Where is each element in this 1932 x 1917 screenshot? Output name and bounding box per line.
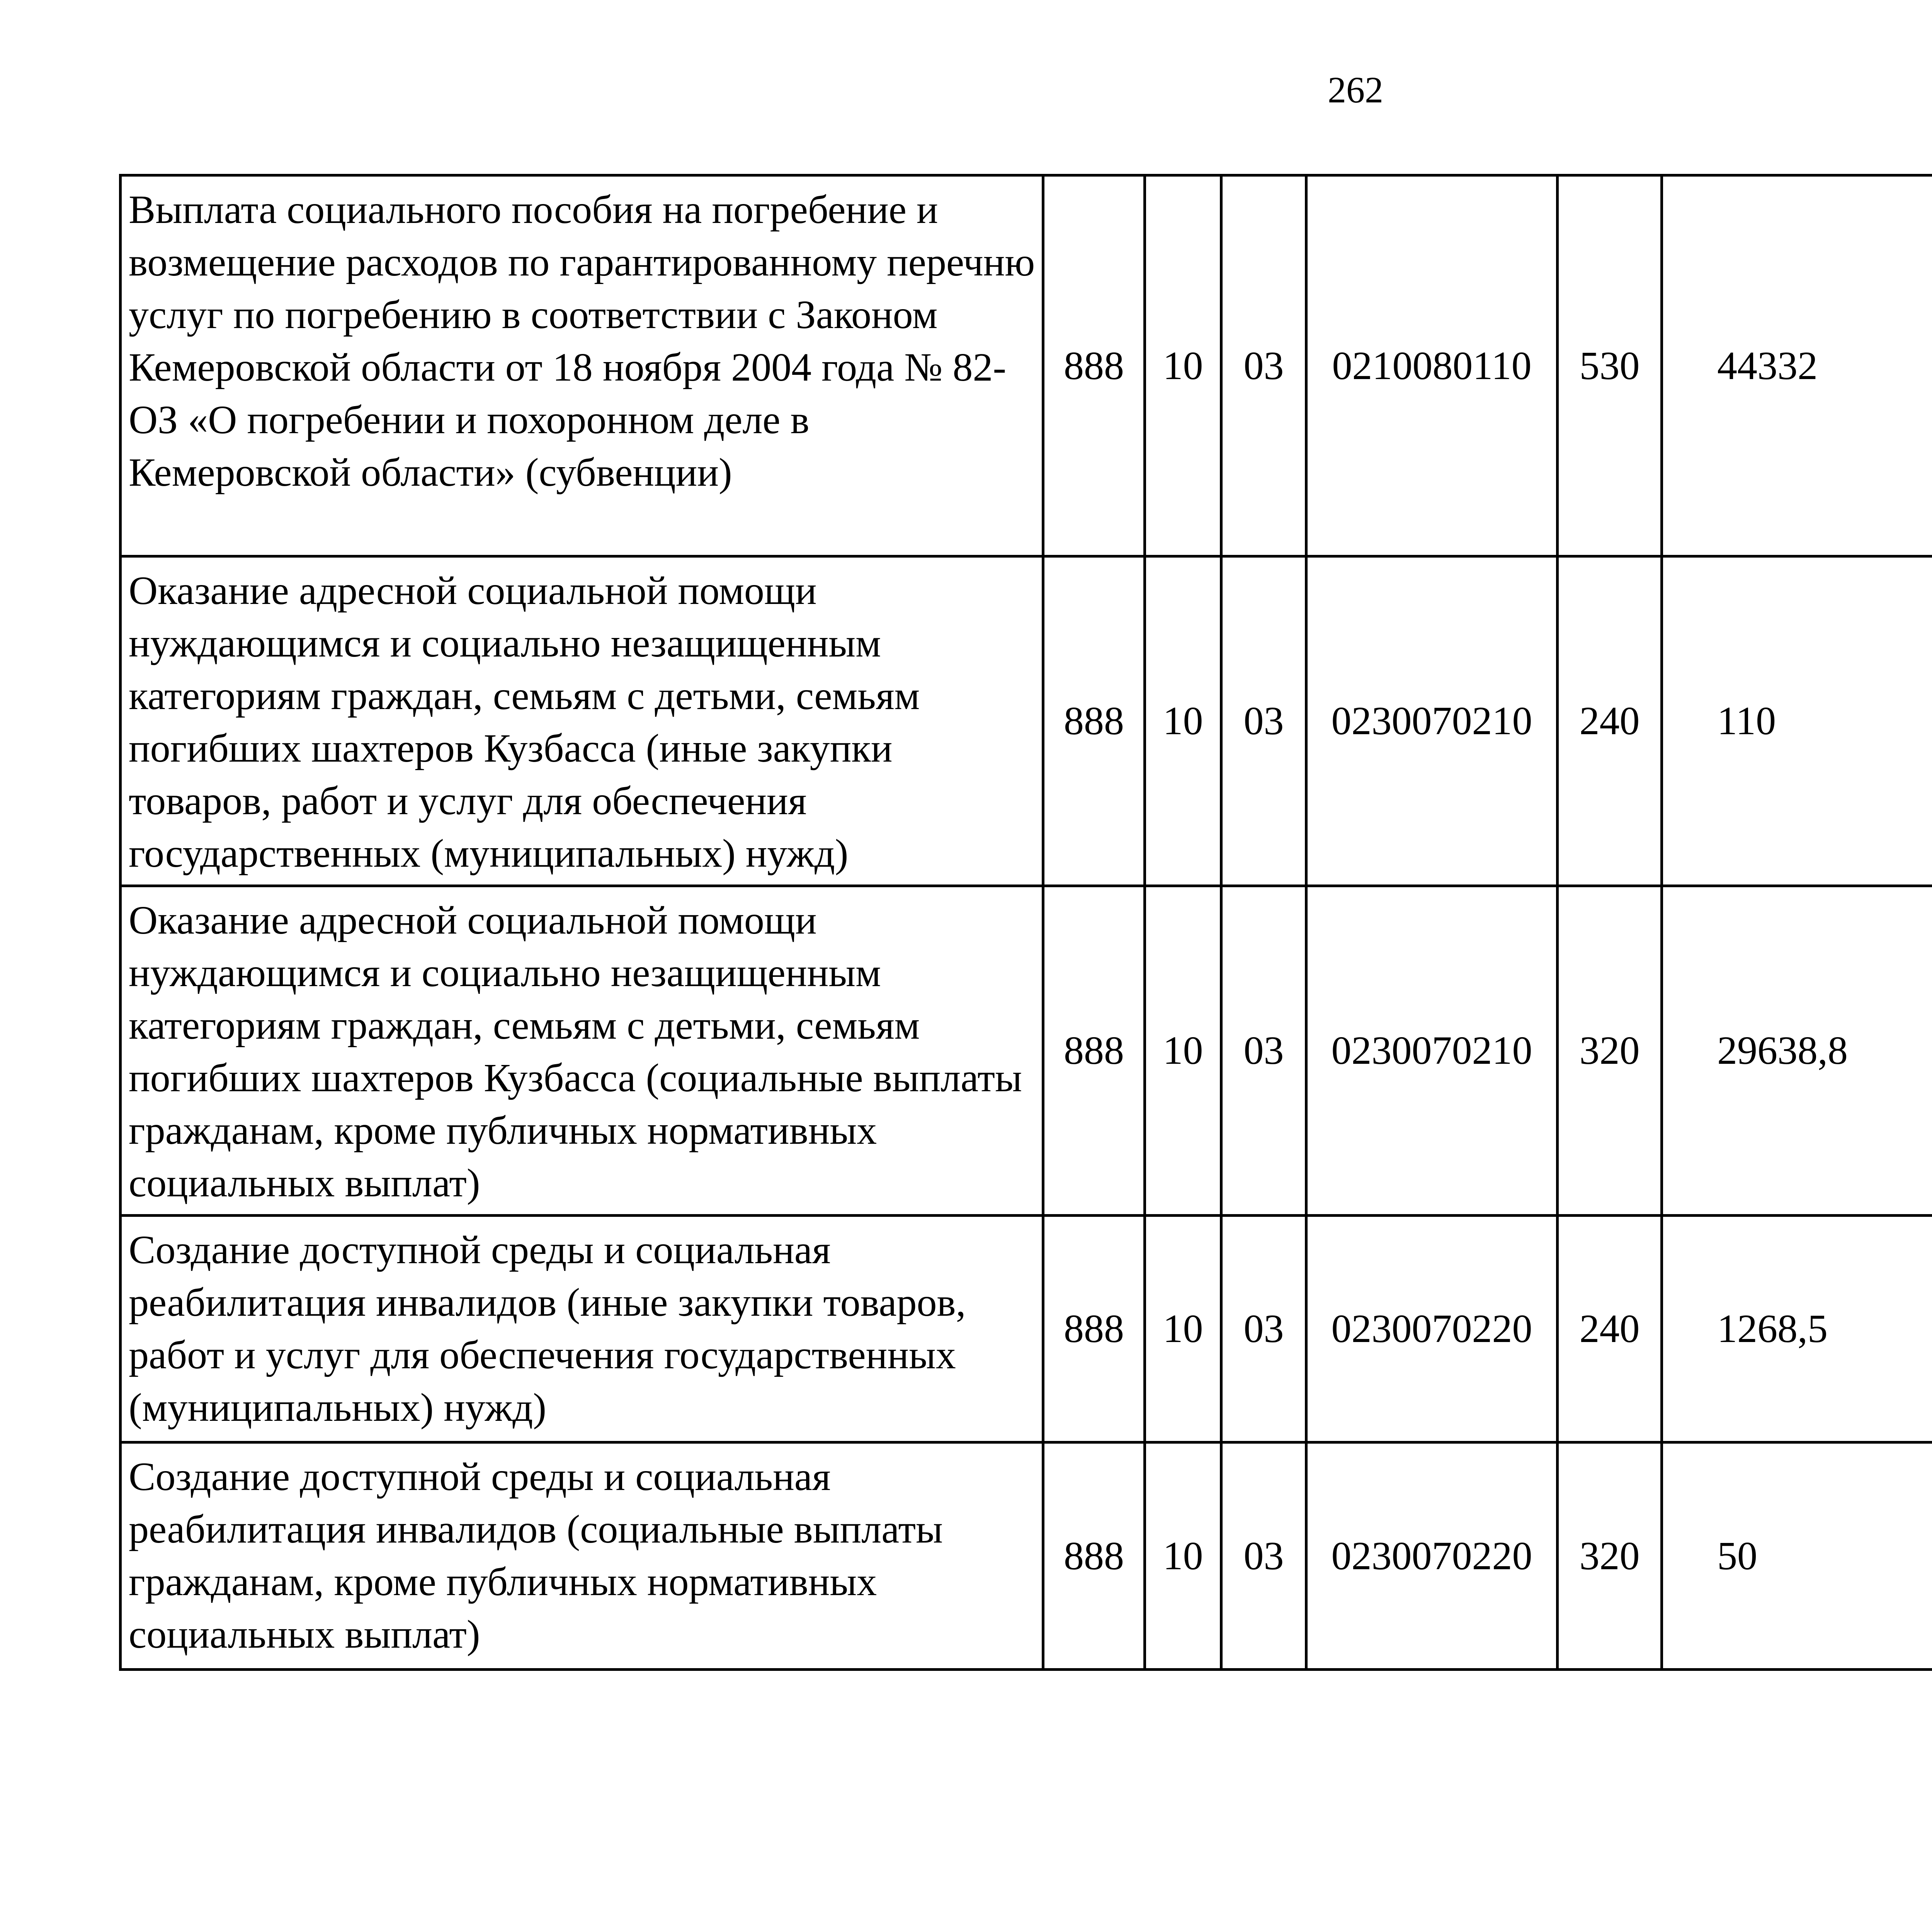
row-description: Выплата социального пособия на погребение и возмещение расходов по гарантированному перечню услуг по погребению в соответствии с Законом Кемеровской области от 18 ноября 2004 года № 82-ОЗ «О погребении и похоронном деле в Кемеровской области» (субвенции) bbox=[121, 175, 1043, 556]
subsection-code: 03 bbox=[1221, 175, 1306, 556]
section-code: 10 bbox=[1145, 175, 1221, 556]
expense-type-code: 530 bbox=[1558, 175, 1662, 556]
target-article-code: 0230070220 bbox=[1306, 1216, 1558, 1442]
target-article-code: 0210080110 bbox=[1306, 175, 1558, 556]
target-article-code: 0230070210 bbox=[1306, 556, 1558, 886]
target-article-code: 0230070220 bbox=[1306, 1442, 1558, 1670]
expense-type-code: 240 bbox=[1558, 556, 1662, 886]
row-description: Оказание адресной социальной помощи нуждающимся и социально незащищенным категориям граждан, семьям с детьми, семьям погибших шахтеров Кузбасса (иные закупки товаров, работ и услуг для обеспечения государственных (муниципальных) нужд) bbox=[121, 556, 1043, 886]
subsection-code: 03 bbox=[1221, 1442, 1306, 1670]
expense-type-code: 240 bbox=[1558, 1216, 1662, 1442]
amount-year-1: 29638,8 bbox=[1662, 886, 1932, 1216]
section-code: 10 bbox=[1145, 1442, 1221, 1670]
row-description: Оказание адресной социальной помощи нуждающимся и социально незащищенным категориям граждан, семьям с детьми, семьям погибших шахтеров Кузбасса (социальные выплаты гражданам, кроме публичных нормативных социальных выплат) bbox=[121, 886, 1043, 1216]
expense-type-code: 320 bbox=[1558, 1442, 1662, 1670]
table-row bbox=[121, 1216, 1932, 1442]
amount-year-1: 44332 bbox=[1662, 175, 1932, 556]
ministry-code: 888 bbox=[1043, 1216, 1145, 1442]
table-row bbox=[121, 886, 1932, 1216]
subsection-code: 03 bbox=[1221, 1216, 1306, 1442]
row-description: Создание доступной среды и социальная реабилитация инвалидов (иные закупки товаров, работ и услуг для обеспечения государственных (муниципальных) нужд) bbox=[121, 1216, 1043, 1442]
subsection-code: 03 bbox=[1221, 886, 1306, 1216]
section-code: 10 bbox=[1145, 886, 1221, 1216]
expense-type-code: 320 bbox=[1558, 886, 1662, 1216]
table-row bbox=[121, 175, 1932, 556]
row-description: Создание доступной среды и социальная реабилитация инвалидов (социальные выплаты гражданам, кроме публичных нормативных социальных выплат) bbox=[121, 1442, 1043, 1670]
subsection-code: 03 bbox=[1221, 556, 1306, 886]
ministry-code: 888 bbox=[1043, 1442, 1145, 1670]
ministry-code: 888 bbox=[1043, 886, 1145, 1216]
ministry-code: 888 bbox=[1043, 175, 1145, 556]
section-code: 10 bbox=[1145, 1216, 1221, 1442]
amount-year-1: 110 bbox=[1662, 556, 1932, 886]
ministry-code: 888 bbox=[1043, 556, 1145, 886]
amount-year-1: 1268,5 bbox=[1662, 1216, 1932, 1442]
section-code: 10 bbox=[1145, 556, 1221, 886]
table-row bbox=[121, 1442, 1932, 1670]
budget-table bbox=[119, 174, 1932, 1671]
table-row bbox=[121, 556, 1932, 886]
target-article-code: 0230070210 bbox=[1306, 886, 1558, 1216]
page-number: 262 bbox=[1328, 69, 1383, 111]
amount-year-1: 50 bbox=[1662, 1442, 1932, 1670]
